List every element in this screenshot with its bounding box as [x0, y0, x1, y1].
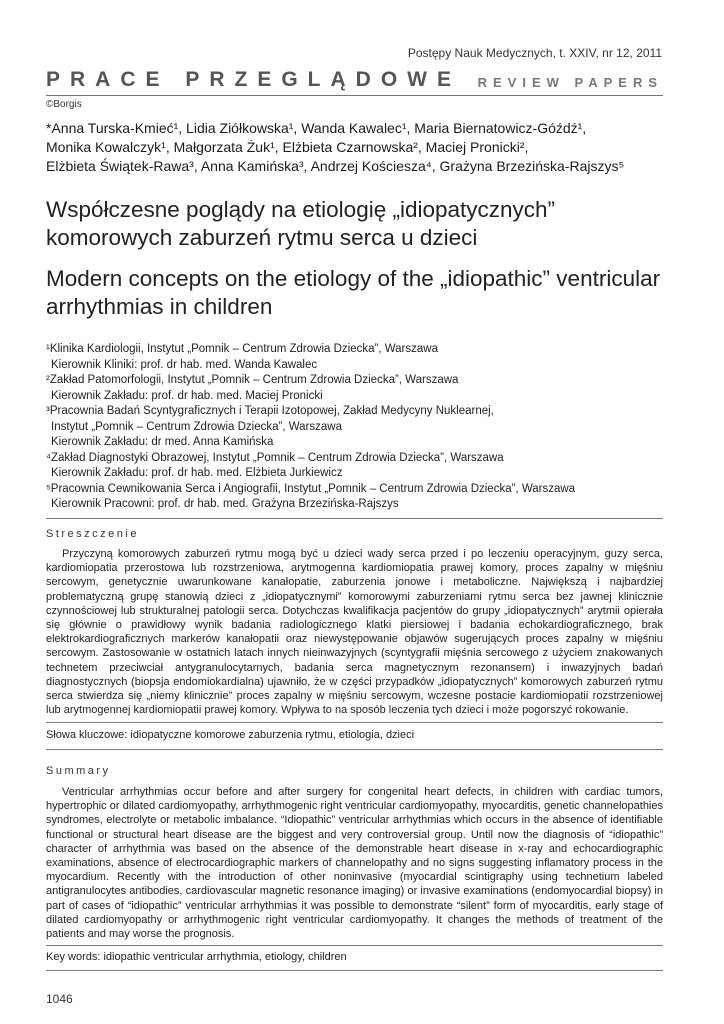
keywords-pl: Słowa kluczowe: idiopatyczne komorowe zaburzenia rytmu, etiologia, dzieci	[46, 729, 415, 741]
author-line: Monika Kowalczyk¹, Małgorzata Żuk¹, Elżbieta Czarnowska², Maciej Pronicki²,	[46, 139, 529, 155]
affiliation-line: Kierownik Zakładu: dr med. Anna Kamińska	[51, 436, 274, 448]
section-title-pl: PRACE PRZEGLĄDOWE	[46, 68, 462, 91]
affiliations	[46, 342, 666, 513]
author-list	[46, 119, 676, 176]
divider	[46, 945, 663, 946]
page-number: 1046	[46, 992, 73, 1006]
summary-label: Summary	[46, 765, 111, 777]
author-line: Elżbieta Świątek-Rawa³, Anna Kamińska³, Andrzej Kościesza⁴, Grażyna Brzezińska-Rajszys⁵	[46, 158, 625, 174]
article-title-en: Modern concepts on the etiology of the „idiopathic” ventricular arrhythmias in children	[46, 266, 661, 319]
affiliation-line: Kierownik Zakładu: prof. dr hab. med. Elżbieta Jurkiewicz	[51, 467, 343, 479]
affiliation-line: ³Pracownia Badań Scyntygraficznych i Terapii Izotopowej, Zakład Medycyny Nuklearnej,	[46, 405, 494, 417]
affiliation-line: Kierownik Zakładu: prof. dr hab. med. Maciej Pronicki	[51, 389, 323, 402]
affiliation-line: ⁴Zakład Diagnostyki Obrazowej, Instytut „Pomnik – Centrum Zdrowia Dziecka”, Warszawa	[46, 451, 504, 464]
affiliation-line: Kierownik Pracowni: prof. dr hab. med. Grażyna Brzezińska-Rajszys	[51, 498, 399, 510]
affiliation-line: Kierownik Kliniki: prof. dr hab. med. Wanda Kawalec	[51, 358, 318, 371]
author-line: *Anna Turska-Kmieć¹, Lidia Ziółkowska¹, Wanda Kawalec¹, Maria Biernatowicz-Góźdź¹,	[46, 120, 587, 136]
divider	[46, 518, 663, 519]
section-banner	[46, 68, 663, 96]
divider	[46, 970, 663, 971]
affiliation-line: ⁵Pracownia Cewnikowania Serca i Angiografii, Instytut „Pomnik – Centrum Zdrowia Dziecka”, Warszawa	[46, 482, 576, 495]
streszczenie-label: Streszczenie	[46, 528, 139, 540]
article-title-pl: Współczesne poglądy na etiologię „idiopatycznych” komorowych zaburzeń rytmu serca u dzieci	[46, 197, 556, 250]
publisher-mark: ©Borgis	[46, 99, 82, 110]
affiliation-line: ¹Klinika Kardiologii, Instytut „Pomnik – Centrum Zdrowia Dziecka”, Warszawa	[46, 343, 438, 355]
streszczenie-text: Przyczyną komorowych zaburzeń rytmu mogą być u dzieci wady serca przed i po leczeniu operacyjnym, guzy serca, kardiomiopatia przerostowa lub rozstrzeniowa, arytmogenna kardiomiopatia prawej komory, proces zapalny w mięśniu sercowym, genetycznie uwarunkowane kanałopatie, zaburzenia jonowe i metaboliczne. Największą i najbardziej problematyczną grupę stanowią dzieci z „idiopatycznymi” komorowymi zaburzeniami rytmu serca bez jawnej klinicznie czynnościowej lub strukturalnej patologii serca. Dotychczas kwalifikacja pacjentów do grupy „idiopatycznych” arytmii opierała się głównie o prawidłowy wynik badania radiologicznego klatki piersiowej i badania echokardiograficznego, brak elektrokardiograficznych markerów kanałopatii oraz niewystępowanie objawów sugerujących proces zapalny w mięśniu sercowym. Zastosowanie w ostatnich latach innych nieinwazyjnych (scyntygrafii mięśnia sercowego z użyciem znakowanych technetem przeciwciał antygranulocytarnych, badania serca magnetycznym rezonansem) i inwazyjnych badań diagnostycznych (biopsja endomiokardialna) ujawniło, że w części przypadków „idiopatycznych” komorowych zaburzeń rytmu serca stwierdza się „niemy klinicznie” proces zapalny w mięśniu sercowym, wczesne postacie kardiomiopatii rozstrzeniowej lub arytmogennej kardiomiopatii prawej komory. Wpływa to na sposób leczenia tych dzieci i może pogorszyć rokowanie.	[46, 548, 663, 717]
summary-text: Ventricular arrhythmias occur before and after surgery for congenital heart defects, in children with cardiac tumors, hypertrophic or dilated cardiomyopathy, arrhythmogenic right ventricular cardiomyopathy, myocarditis, genetic channelopathies syndromes, electrolyte or metabolic imbalance. “Idiopathic” ventricular arrhythmias which occurs in the absence of identifiable functional or structural heart disease are the biggest and very controversial group. Until now the diagnosis of “idiopathic” character of arrhythmia was based on the absence of the demonstrable heart disease in x-ray and echocardiographic examinations, absence of electrocardiographic markers of channelopathy and no signs suggesting inflamatory process in the myocardium. Recently with the introduction of other noninvasive (myocardial scintigraphy using technetium labeled antigranulocytes antibodies, cardiovascular magnetic resonance imaging) or invasive examinations (endomyocardial biopsy) in part of cases of “idiopathic” ventricular arrhythmias it was possible to demonstrate “silent” form of myocarditis, early stage of dilated cardiomyopathy or arrhythmogenic right ventricular cardiomyopathy. It changes the methods of treatment of the patients and may worse the prognosis.	[46, 786, 663, 941]
journal-citation: Postępy Nauk Medycznych, t. XXIV, nr 12, 2011	[407, 46, 662, 60]
divider	[46, 722, 663, 723]
section-title-en: REVIEW PAPERS	[477, 75, 663, 90]
affiliation-line: Instytut „Pomnik – Centrum Zdrowia Dziecka”, Warszawa	[51, 420, 342, 433]
divider	[46, 749, 663, 750]
keywords-en: Key words: idiopathic ventricular arrhythmia, etiology, children	[46, 951, 347, 963]
affiliation-line: ²Zakład Patomorfologii, Instytut „Pomnik – Centrum Zdrowia Dziecka”, Warszawa	[46, 374, 459, 386]
